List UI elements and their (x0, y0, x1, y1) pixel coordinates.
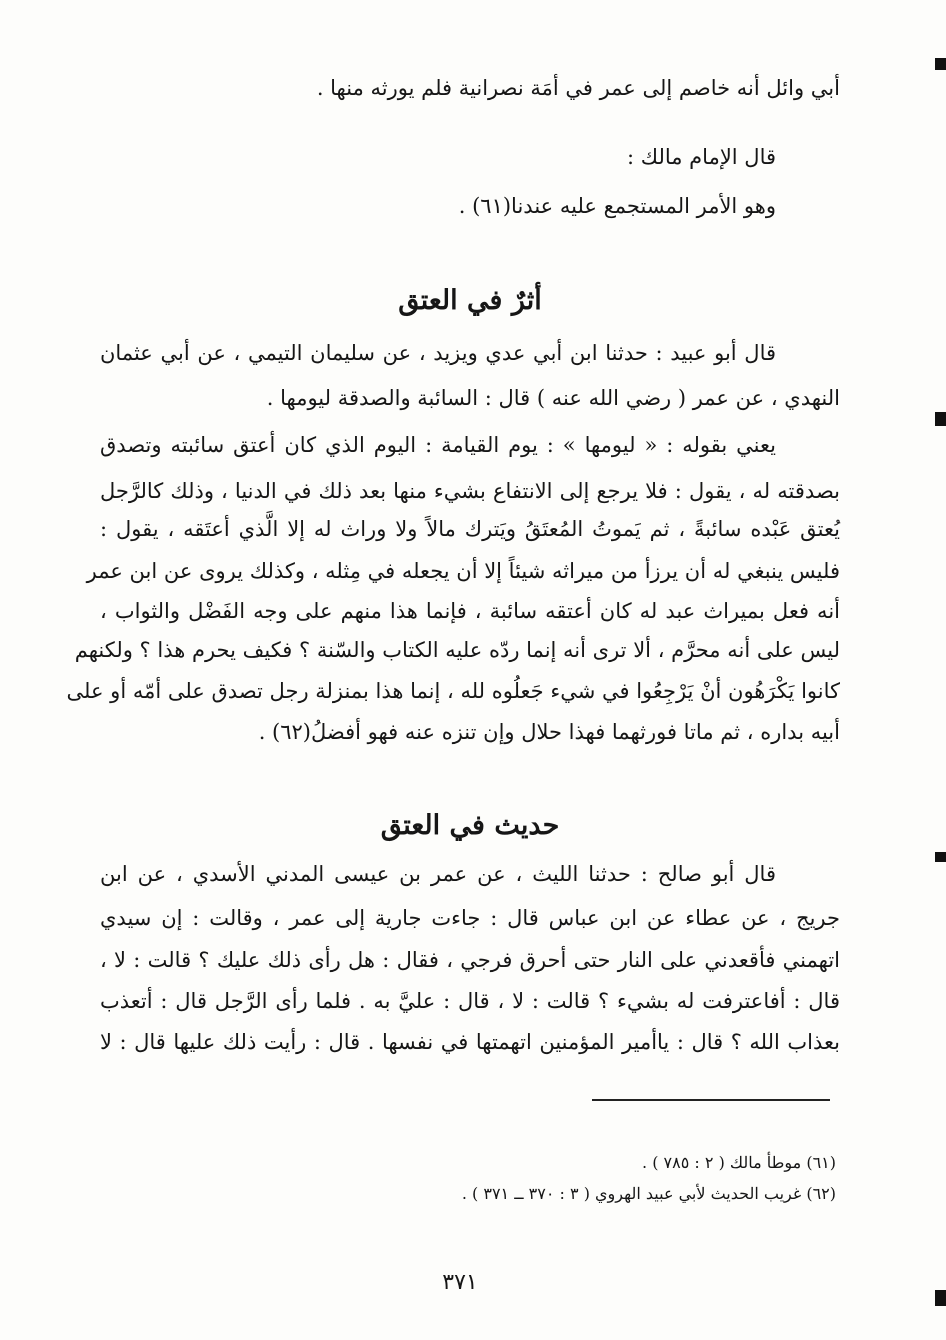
scan-edge-mark (935, 1290, 946, 1306)
intro-line-3: وهو الأمر المستجمع عليه عندنا(٦١) . (458, 194, 776, 218)
section-heading-hadith: حديث في العتق (380, 810, 560, 841)
paragraph-line: بصدقته له ، يقول : فلا يرجع إلى الانتفاع بشيء منها بعد ذلك في الدنيا ، وذلك كالرَّجل (100, 479, 840, 503)
section-heading-athar: أثرٌ في العتق (398, 285, 542, 316)
paragraph-line: أبيه بداره ، ثم ماتا فورثهما فهذا حلال وإن تنزه عنه فهو أفضلُ(٦٢) . (258, 720, 840, 744)
scan-edge-mark (935, 58, 946, 70)
paragraph-line: النهدي ، عن عمر ( رضي الله عنه ) قال : السائبة والصدقة ليومها . (266, 386, 840, 410)
paragraph-line: بعذاب الله ؟ قال : ياأمير المؤمنين اتهمتها في نفسها . قال : رأيت ذلك عليها قال : لا (100, 1030, 840, 1054)
intro-line-2: قال الإمام مالك : (627, 145, 776, 169)
paragraph-line: قال : أفاعترفت له بشيء ؟ قالت : لا ، قال : عليَّ به . فلما رأى الرَّجل قال : أتعذب (100, 989, 840, 1013)
intro-line-1: أبي وائل أنه خاصم إلى عمر في أمَة نصرانية فلم يورثه منها . (316, 76, 840, 100)
paragraph-line: أنه فعل بميراث عبد له كان أعتقه سائبة ، فإنما هذا منهم على وجه الفَضْل والثواب ، (100, 599, 840, 623)
footnote-62: (٦٢) غريب الحديث لأبي عبيد الهروي ( ٣ : ٣٧٠ ــ ٣٧١ ) . (461, 1184, 836, 1203)
paragraph-line: جريج ، عن عطاء عن ابن عباس قال : جاءت جارية إلى عمر ، وقالت : إن سيدي (100, 906, 840, 930)
footnote-separator (592, 1099, 830, 1101)
paragraph-line: يُعتق عَبْده سائبةً ، ثم يَموتُ المُعتَقُ ويَترك مالاً ولا وراث له إلا الَّذي أعتَقه ، يقول : (100, 517, 840, 541)
scan-edge-mark (935, 852, 946, 862)
footnote-61: (٦١) موطأ مالك ( ٢ : ٧٨٥ ) . (642, 1153, 836, 1172)
paragraph-line: يعني بقوله : « ليومها » : يوم القيامة : اليوم الذي كان أعتق سائبته وتصدق (100, 433, 776, 457)
paragraph-line: قال أبو عبيد : حدثنا ابن أبي عدي ويزيد ، عن سليمان التيمي ، عن أبي عثمان (100, 341, 776, 365)
paragraph-line: فليس ينبغي له أن يرزأ من ميراثه شيئاً إلا أن يجعله في مِثله ، وكذلك يروى عن ابن عمر (86, 559, 840, 583)
paragraph-line: قال أبو صالح : حدثنا الليث ، عن عمر بن عيسى المدني الأسدي ، عن ابن (100, 862, 776, 886)
scan-edge-mark (935, 412, 946, 426)
paragraph-line: ليس على أنه محرَّم ، ألا ترى أنه إنما ردّه عليه الكتاب والسّنة ؟ فكيف يحرم هذا ؟ ولكنهم (74, 638, 840, 662)
page-number: ٣٧١ (442, 1270, 478, 1295)
paragraph-line: كانوا يَكْرَهُون أنْ يَرْجِعُوا في شيء جَعلُوه لله ، إنما هذا بمنزلة رجل تصدق على أمّه أو على (66, 679, 840, 703)
paragraph-line: اتهمني فأقعدني على النار حتى أحرق فرجي ، فقال : هل رأى ذلك عليك ؟ قالت : لا ، (100, 948, 840, 972)
